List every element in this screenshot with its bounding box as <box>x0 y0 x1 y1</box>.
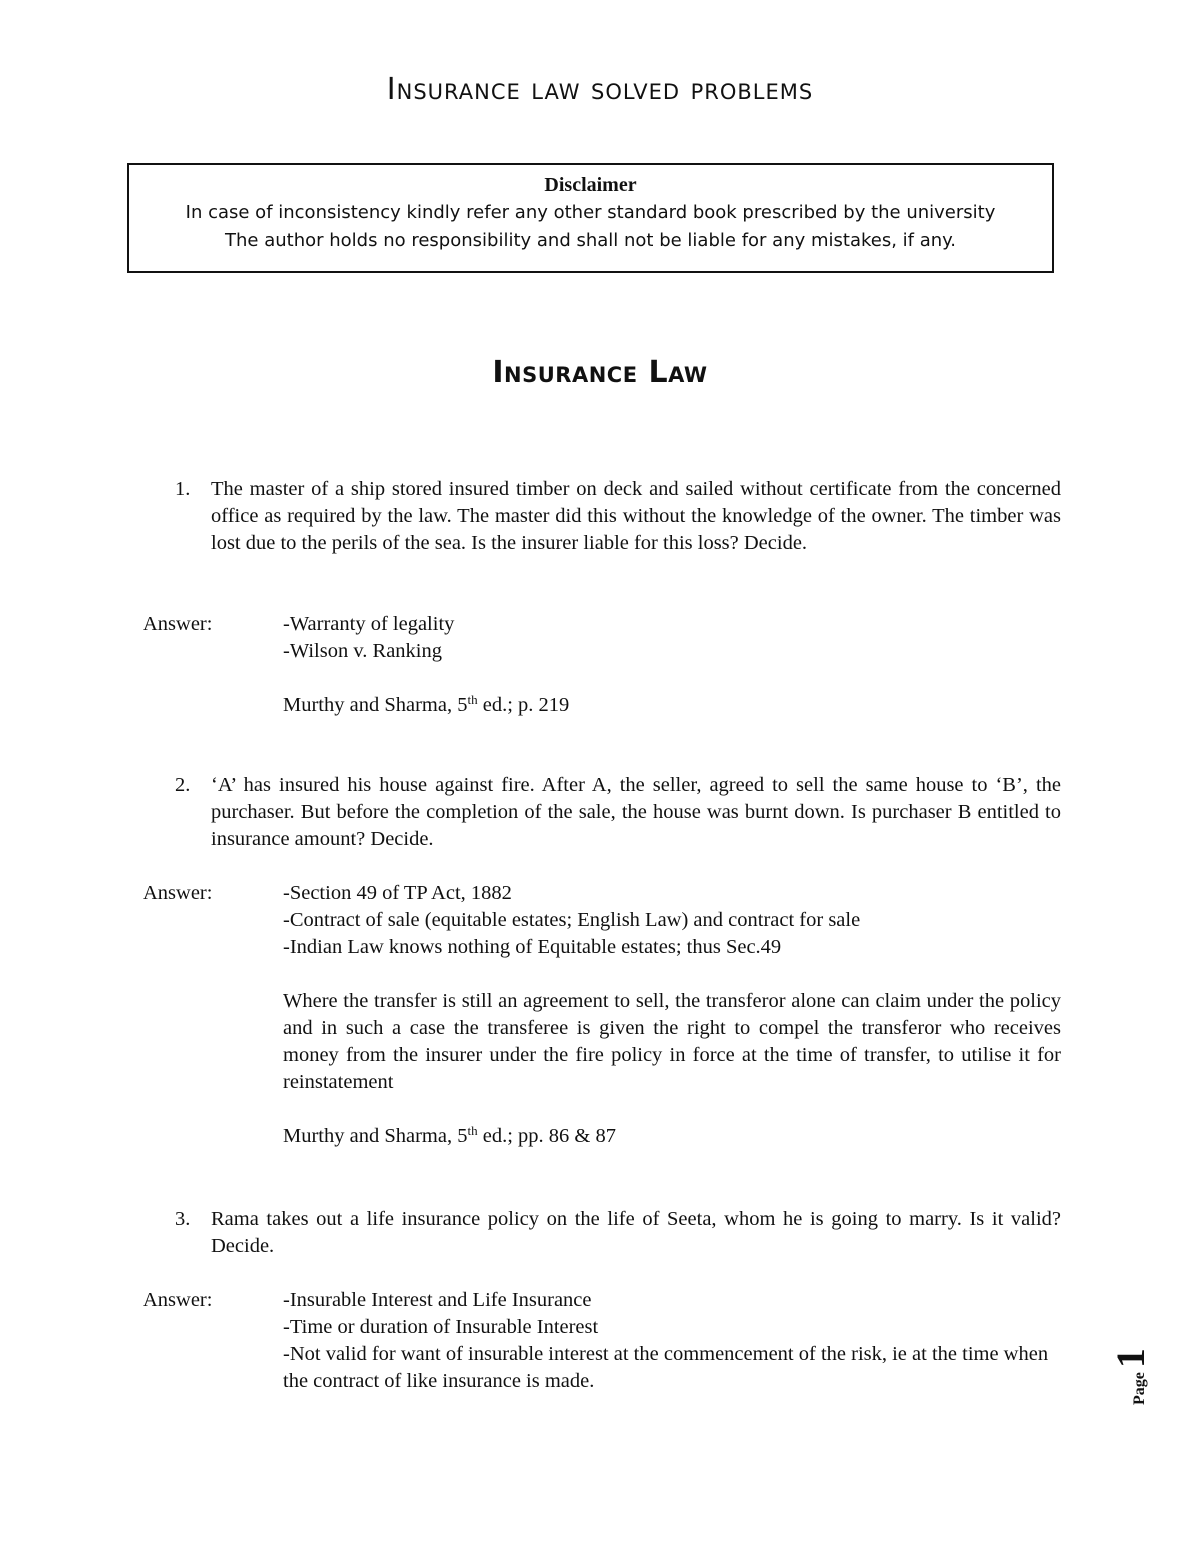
page-label: Page <box>1131 1372 1148 1405</box>
answer-paragraph: Where the transfer is still an agreement to sell, the transferor alone can claim under the policy and in such a case the transferee is given the right to compel the transferor who receives money from the insurer under the fire policy in force at the time of transfer, to utilise it for reinstatement <box>283 990 1061 1093</box>
question-text: Rama takes out a life insurance policy on the life of Seeta, whom he is going to marry. Is it valid? Decide. <box>211 1208 1061 1257</box>
answer-label: Answer: <box>143 613 213 635</box>
disclaimer-line-1: In case of inconsistency kindly refer any other standard book prescribed by the university <box>185 202 996 223</box>
question-text: ‘A’ has insured his house against fire. After A, the seller, agreed to sell the same house to ‘B’, the purchaser. But before the completion of the sale, the house was burnt down. Is purchaser B entitled to insurance amount? Decide. <box>211 774 1061 850</box>
disclaimer-box <box>127 163 1054 273</box>
reference: Murthy and Sharma, 5th ed.; p. 219 <box>283 692 570 716</box>
reference: Murthy and Sharma, 5th ed.; pp. 86 & 87 <box>283 1123 616 1147</box>
section-title: Insurance Law <box>492 355 708 390</box>
answer-point: -Warranty of legality <box>283 613 455 635</box>
disclaimer-title: Disclaimer <box>544 174 637 196</box>
answer-point: -Time or duration of Insurable Interest <box>283 1316 599 1338</box>
answer-label: Answer: <box>143 882 213 904</box>
answer-body <box>283 880 1061 1150</box>
answer-point: -Insurable Interest and Life Insurance <box>283 1289 592 1311</box>
disclaimer-line-2: The author holds no responsibility and shall not be liable for any mistakes, if any. <box>225 230 956 251</box>
question-number: 3. <box>175 1208 191 1230</box>
answer-point: -Section 49 of TP Act, 1882 <box>283 882 512 904</box>
answer-point: -Not valid for want of insurable interest at the commencement of the risk, ie at the time when the contract of like insurance is made. <box>283 1343 1049 1392</box>
question-number: 2. <box>175 774 191 796</box>
answer-point: -Wilson v. Ranking <box>283 640 442 662</box>
answer-body <box>283 1287 1061 1395</box>
answer-point: -Indian Law knows nothing of Equitable estates; thus Sec.49 <box>283 936 782 958</box>
answer-body <box>283 611 1061 719</box>
answer-point: -Contract of sale (equitable estates; English Law) and contract for sale <box>283 909 861 931</box>
answer-label: Answer: <box>143 1289 213 1311</box>
page-number: 1 <box>1108 1348 1153 1369</box>
question-text: The master of a ship stored insured timber on deck and sailed without certificate from the concerned office as required by the law. The master did this without the knowledge of the owner. The timber was lost due to the perils of the sea. Is the insurer liable for this loss? Decide. <box>211 478 1061 554</box>
document-title: Insurance law solved problems <box>386 72 814 107</box>
page-number-marker <box>1107 1345 1177 1405</box>
question-number: 1. <box>175 478 191 500</box>
